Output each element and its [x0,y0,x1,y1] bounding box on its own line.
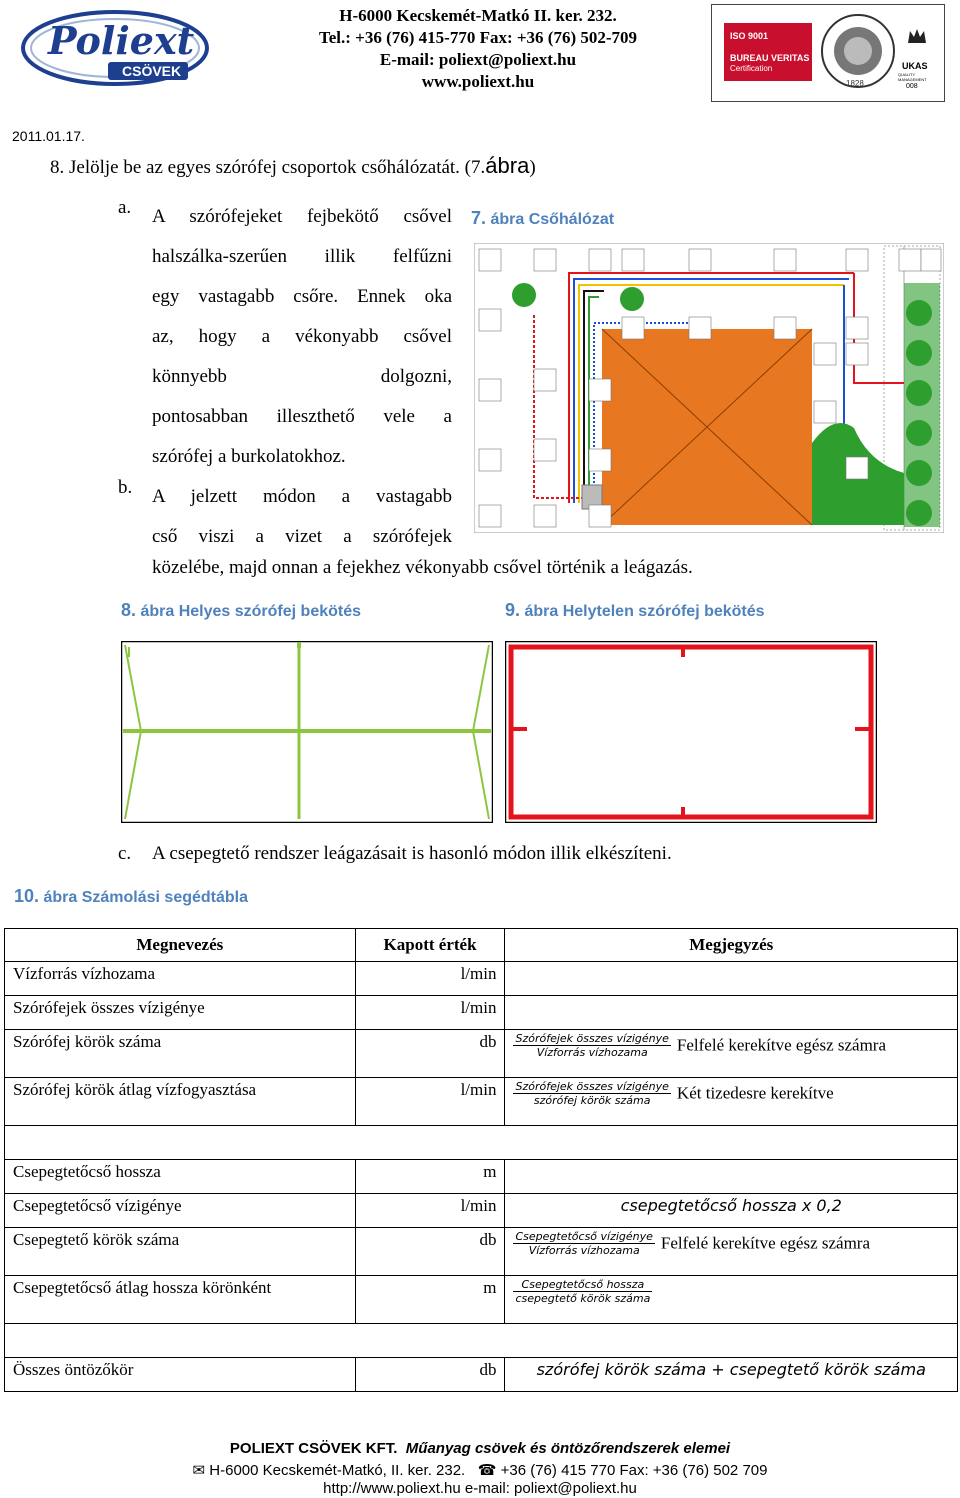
row-name: Csepegtetőcső hossza [5,1160,356,1194]
item-b-letter: b. [118,477,133,498]
row-unit: l/min [355,1194,505,1228]
item-b-line: A jelzett módon a vastagabb [152,486,452,507]
item-b-line: cső viszi a vizet a szórófejek [152,526,452,547]
figure-7-caption [471,208,614,229]
cert-bv2: Certification [730,64,773,73]
task-8 [50,153,536,179]
column-header: Kapott érték [355,929,505,962]
table-spacer-row [5,1324,958,1358]
row-unit: db [355,1030,505,1078]
footer-tagline: Műanyag csövek és öntözőrendszerek elemei [405,1440,731,1457]
row-note [505,1358,958,1392]
header-phone: Tel.: +36 (76) 415-770 Fax: +36 (76) 502-709 [318,28,638,47]
figure-10-number: 10. [14,886,40,906]
envelope-icon: ✉ [192,1462,206,1479]
item-a-line: szórófej a burkolatokhoz. [152,446,346,467]
footer-web[interactable]: http://www.poliext.hu e-mail: poliext@poliext.hu [323,1480,637,1497]
table-row [5,1228,958,1276]
row-name: Vízforrás vízhozama [5,962,356,996]
item-c-text: A csepegtető rendszer leágazásait is hasonló módon illik elkészíteni. [152,843,672,864]
row-name: Szórófej körök átlag vízfogyasztása [5,1078,356,1126]
row-note [505,1276,958,1324]
footer-line-2 [0,1461,960,1479]
footer-address: H-6000 Kecskemét-Matkó, II. ker. 232. [209,1462,466,1479]
row-note [505,1194,958,1228]
pipe-network-diagram [474,243,944,533]
note-text: Felfelé kerekítve egész számra [660,1233,871,1253]
column-header: Megjegyzés [505,929,958,962]
fraction-numerator: Szórófejek összes vízigénye [515,1032,669,1045]
figure-9-number: 9. [505,600,521,620]
row-name: Szórófej körök száma [5,1030,356,1078]
header-address: H-6000 Kecskemét-Matkó II. ker. 232. [339,6,617,25]
cert-ukas2: QUALITY MANAGEMENT [898,72,927,82]
footer-phone: +36 (76) 415 770 Fax: +36 (76) 502 709 [500,1462,768,1479]
bureau-veritas-seal [820,9,896,93]
note-text: Felfelé kerekítve egész számra [676,1035,887,1055]
row-unit: m [355,1276,505,1324]
table-row [5,1078,958,1126]
formula-fraction [513,1032,670,1059]
row-unit: l/min [355,1078,505,1126]
table-row [5,996,958,1030]
item-a-line: az, hogy a vékonyabb csővel [152,326,452,347]
table-row [5,1358,958,1392]
item-a-line: pontosabban illeszthető vele a [152,406,452,427]
correct-connection-diagram [121,641,493,823]
formula-text: csepegtetőcső hossza x 0,2 [620,1196,842,1215]
figure-8-number: 8. [121,600,137,620]
row-unit: l/min [355,996,505,1030]
row-note [505,1228,958,1276]
figure-10-label: ábra Számolási segédtábla [43,889,249,906]
formula-fraction [513,1080,670,1107]
table-row [5,962,958,996]
item-a-line: A szórófejeket fejbekötő csővel [152,206,452,227]
fraction-denominator: Vízforrás vízhozama [536,1046,648,1059]
header-web: www.poliext.hu [421,72,535,91]
row-unit: db [355,1358,505,1392]
formula-fraction [513,1278,652,1305]
cert-num: 008 [906,83,918,90]
fraction-denominator: csepegtető körök száma [515,1292,651,1305]
item-b-last: közelébe, majd onnan a fejekhez vékonyabb csővel történik a leágazás. [152,557,693,578]
row-name: Összes öntözőkör [5,1358,356,1392]
task-8-text-end: ) [529,157,536,178]
cert-bv: BUREAU VERITAS [730,53,810,63]
figure-7-label: ábra Csőhálózat [490,211,615,228]
footer-company: POLIEXT CSÖVEK KFT. [229,1440,398,1457]
item-a-line: egy vastagabb csőre. Ennek oka [152,286,452,307]
document-date: 2011.01.17. [12,128,85,144]
item-a-line: halszálka-szerűen illik felfűzni [152,246,452,267]
figure-9-caption [505,600,765,621]
note-text: Két tizedesre kerekítve [676,1083,834,1103]
figure-8-label: ábra Helyes szórófej bekötés [140,603,362,620]
task-8-number: 8. [50,157,65,178]
row-note [505,1160,958,1194]
item-a-line: könnyebb dolgozni, [152,366,452,387]
company-logo [20,8,210,86]
item-b-text [152,477,452,557]
row-name: Csepegtetőcső vízigénye [5,1194,356,1228]
task-8-text-tail: ábra [485,153,530,178]
ukas-crown-icon [906,25,928,47]
formula-text: szórófej körök száma + csepegtető körök száma [536,1360,926,1379]
row-unit: db [355,1228,505,1276]
calculation-table [4,928,958,1392]
figure-9-label: ábra Helytelen szórófej bekötés [524,603,765,620]
row-note [505,996,958,1030]
item-a-letter: a. [118,197,132,218]
row-note [505,1030,958,1078]
cert-iso: ISO 9001 [730,31,769,41]
phone-icon: ☎ [477,1462,497,1479]
figure-7-number: 7. [471,208,487,228]
header-email: E-mail: poliext@poliext.hu [379,50,577,69]
certification-badge [711,4,945,102]
fraction-numerator: Csepegtetőcső vízigénye [515,1230,653,1243]
item-a-text [152,197,452,477]
cert-year: 1828 [846,79,864,88]
row-name: Szórófejek összes vízigénye [5,996,356,1030]
logo-text: Poliext [48,18,195,63]
figure-10-caption [14,886,248,907]
item-c-letter: c. [118,843,132,864]
table-spacer-row [5,1126,958,1160]
row-name: Csepegtetőcső átlag hossza körönként [5,1276,356,1324]
task-8-text: Jelölje be az egyes szórófej csoportok csőhálózatát. (7. [69,157,486,178]
footer-line-1 [0,1440,960,1457]
incorrect-connection-diagram [505,641,877,823]
table-row [5,1030,958,1078]
table-row [5,1194,958,1228]
row-note [505,1078,958,1126]
row-unit: m [355,1160,505,1194]
formula-fraction [513,1230,654,1257]
table-row [5,1276,958,1324]
row-note [505,962,958,996]
fraction-denominator: szórófej körök száma [533,1094,651,1107]
cert-ukas: UKAS [902,61,928,71]
fraction-numerator: Szórófejek összes vízigénye [515,1080,669,1093]
row-unit: l/min [355,962,505,996]
table-row [5,1160,958,1194]
row-name: Csepegtető körök száma [5,1228,356,1276]
table-header-row [5,929,958,962]
fraction-numerator: Csepegtetőcső hossza [513,1278,652,1292]
logo-subtext: CSÖVEK [122,63,182,79]
fraction-denominator: Vízforrás vízhozama [528,1244,640,1257]
figure-8-caption [121,600,361,621]
column-header: Megnevezés [5,929,356,962]
